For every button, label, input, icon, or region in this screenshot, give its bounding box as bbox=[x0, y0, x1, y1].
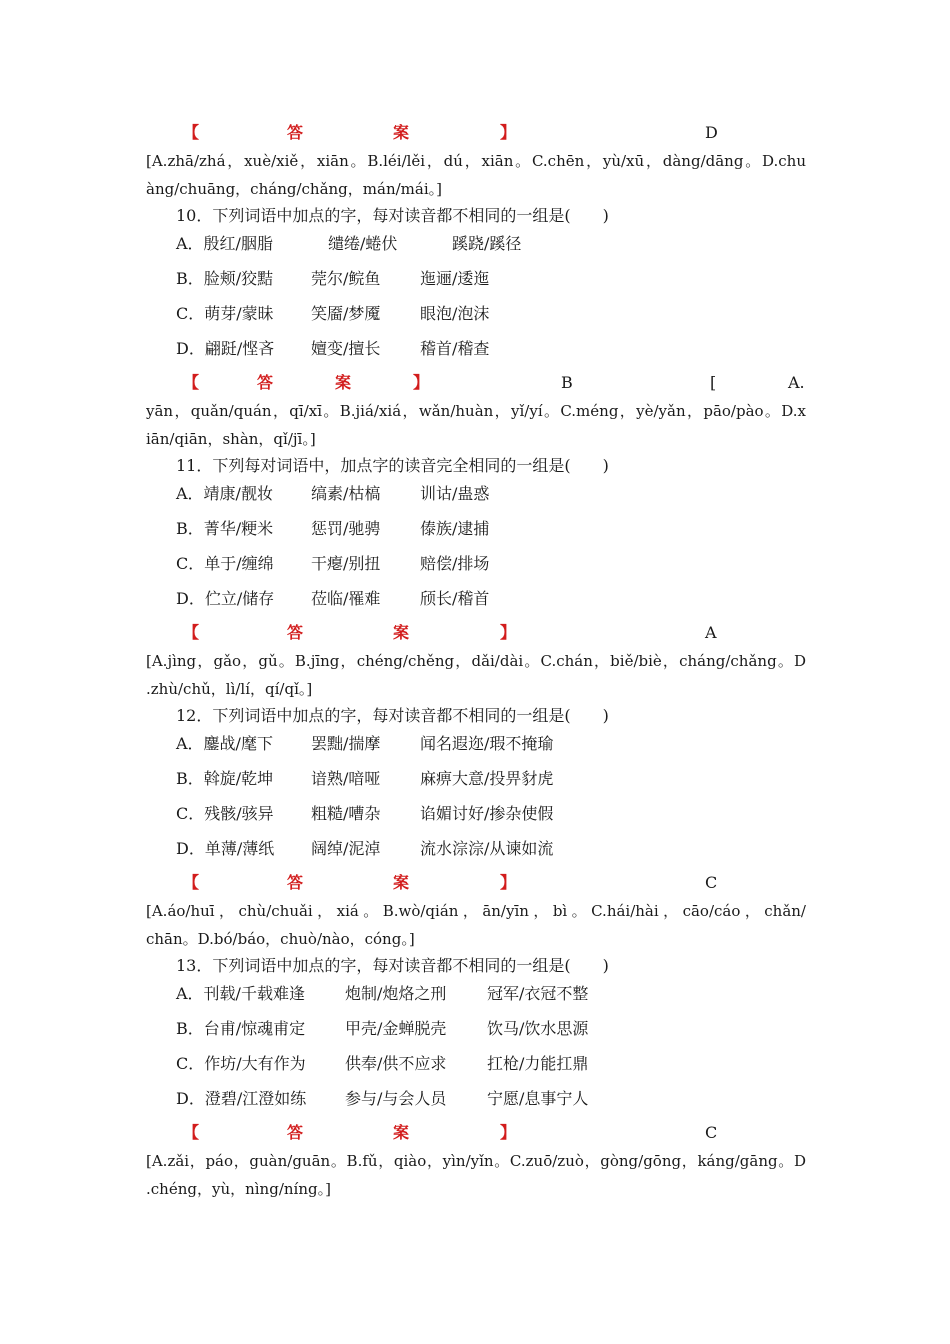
option-word: 谙熟/喑哑 bbox=[311, 769, 381, 788]
option-word: 莞尔/鲩鱼 bbox=[311, 269, 381, 288]
q11-explanation bbox=[146, 647, 806, 703]
option-word: 谄媚讨好/掺杂使假 bbox=[420, 804, 554, 823]
option-word: 干瘪/别扭 bbox=[311, 554, 381, 573]
option-word: 扛枪/力能扛鼎 bbox=[487, 1054, 589, 1073]
option-word: 缱绻/蜷伏 bbox=[328, 234, 398, 253]
option-word: 眼泡/泡沫 bbox=[420, 304, 490, 323]
option-word: 缟素/枯槁 bbox=[311, 484, 381, 503]
q12-option-c bbox=[176, 802, 816, 826]
option-word: C．作坊/大有作为 bbox=[176, 1054, 306, 1073]
q13-stem: 13．下列词语中加点的字，每对读音都不相同的一组是( ) bbox=[176, 956, 609, 975]
answer-label-char: 答 bbox=[287, 623, 304, 642]
option-word: 甲壳/金蝉脱壳 bbox=[345, 1019, 447, 1038]
option-word: 宁愿/息事宁人 bbox=[487, 1089, 589, 1108]
option-word: D．澄碧/江澄如练 bbox=[176, 1089, 307, 1108]
answer-bracket-open: 【 bbox=[183, 123, 200, 142]
q11-option-d bbox=[176, 587, 816, 611]
q12-option-b bbox=[176, 767, 816, 791]
explanation-line-start: A. bbox=[788, 373, 805, 392]
option-word: 参与/与会人员 bbox=[345, 1089, 447, 1108]
option-word: 傣族/逮捕 bbox=[420, 519, 490, 538]
option-word: B．台甫/惊魂甫定 bbox=[176, 1019, 306, 1038]
q10-stem: 10．下列词语中加点的字，每对读音都不相同的一组是( ) bbox=[176, 206, 609, 225]
q9-explanation bbox=[146, 147, 806, 203]
q11-option-c bbox=[176, 552, 816, 576]
answer-bracket-close: 】 bbox=[500, 123, 517, 142]
explanation-line: [A.jìng，gǎo，gǔ。B.jīng，chéng/chěng，dǎi/dài。C.chán，biě/biè，cháng/chǎng。D bbox=[146, 652, 806, 670]
option-word: 迤逦/逶迤 bbox=[420, 269, 490, 288]
option-word: 炮制/炮烙之刑 bbox=[345, 984, 447, 1003]
option-word: 稽首/稽查 bbox=[420, 339, 490, 358]
q12-answer-letter: C bbox=[705, 873, 718, 892]
answer-label-char: 答 bbox=[287, 1123, 304, 1142]
option-word: B．斡旋/乾坤 bbox=[176, 769, 274, 788]
q13-option-a bbox=[176, 982, 816, 1006]
option-word: 麻痹大意/投畀豺虎 bbox=[420, 769, 554, 788]
q13-option-b bbox=[176, 1017, 816, 1041]
answer-label-char: 案 bbox=[393, 1123, 410, 1142]
option-word: B．菁华/粳米 bbox=[176, 519, 274, 538]
option-word: C．残骸/骇异 bbox=[176, 804, 274, 823]
q10-answer-letter: B bbox=[561, 373, 573, 392]
option-word: A．刊载/千载难逢 bbox=[176, 984, 305, 1003]
q10-explanation bbox=[146, 397, 806, 453]
explanation-line: .zhù/chǔ，lì/lí，qí/qǐ。] bbox=[146, 680, 313, 698]
option-word: 训诂/蛊惑 bbox=[420, 484, 490, 503]
option-word: 惩罚/驰骋 bbox=[311, 519, 381, 538]
option-word: 笑靥/梦魇 bbox=[311, 304, 381, 323]
option-word: D．翩跹/悭吝 bbox=[176, 339, 275, 358]
option-word: A．鏖战/麾下 bbox=[176, 734, 273, 753]
explanation-line: [A.zhā/zhá，xuè/xiě，xiān。B.léi/lěi，dú，xiān。C.chēn，yù/xū，dàng/dāng。D.chu bbox=[146, 152, 806, 170]
option-word: 供奉/供不应求 bbox=[345, 1054, 447, 1073]
option-word: 粗糙/嘈杂 bbox=[311, 804, 381, 823]
answer-label-char: 案 bbox=[393, 123, 410, 142]
option-word: 冠军/衣冠不整 bbox=[487, 984, 589, 1003]
explanation-line: yān，quǎn/quán，qī/xī。B.jiá/xiá，wǎn/huàn，yǐ/yí。C.méng，yè/yǎn，pāo/pào。D.x bbox=[146, 402, 806, 420]
answer-label-char: 案 bbox=[393, 623, 410, 642]
q12-stem: 12．下列词语中加点的字，每对读音都不相同的一组是( ) bbox=[176, 706, 609, 725]
option-word: 阔绰/泥淖 bbox=[311, 839, 381, 858]
option-word: D．单薄/薄纸 bbox=[176, 839, 275, 858]
option-word: 赔偿/排场 bbox=[420, 554, 490, 573]
q13-option-c bbox=[176, 1052, 816, 1076]
answer-bracket-close: 】 bbox=[413, 373, 430, 392]
q12-answer-row bbox=[0, 871, 950, 895]
q11-answer-row bbox=[0, 621, 950, 645]
option-word: 饮马/饮水思源 bbox=[487, 1019, 589, 1038]
option-word: A．靖康/靓妆 bbox=[176, 484, 273, 503]
q11-stem: 11．下列每对词语中，加点字的读音完全相同的一组是( ) bbox=[176, 456, 609, 475]
answer-label-char: 答 bbox=[257, 373, 274, 392]
explanation-line: àng/chuāng，cháng/chǎng，mán/mái。] bbox=[146, 180, 442, 198]
option-word: 蹊跷/蹊径 bbox=[452, 234, 522, 253]
explanation-line: .chéng，yù，nìng/níng。] bbox=[146, 1180, 331, 1198]
q11-option-b bbox=[176, 517, 816, 541]
option-word: 嬗变/擅长 bbox=[311, 339, 381, 358]
q9-answer-letter: D bbox=[705, 123, 718, 142]
option-word: 闻名遐迩/瑕不掩瑜 bbox=[420, 734, 554, 753]
answer-bracket-open: 【 bbox=[183, 373, 200, 392]
q13-answer-letter: C bbox=[705, 1123, 718, 1142]
q13-explanation bbox=[146, 1147, 806, 1203]
option-word: 颀长/稽首 bbox=[420, 589, 490, 608]
option-word: 流水淙淙/从谏如流 bbox=[420, 839, 554, 858]
option-word: C．萌芽/蒙昧 bbox=[176, 304, 274, 323]
answer-label-char: 答 bbox=[287, 873, 304, 892]
answer-bracket-open: 【 bbox=[183, 623, 200, 642]
q10-answer-row bbox=[0, 371, 950, 395]
q13-option-d bbox=[176, 1087, 816, 1111]
option-word: 莅临/罹难 bbox=[311, 589, 381, 608]
answer-bracket-close: 】 bbox=[500, 873, 517, 892]
explanation-line: iān/qiān，shàn，qǐ/jī。] bbox=[146, 430, 316, 448]
q12-option-d bbox=[176, 837, 816, 861]
answer-label-char: 案 bbox=[393, 873, 410, 892]
q11-answer-letter: A bbox=[705, 623, 717, 642]
q10-option-d bbox=[176, 337, 816, 361]
answer-bracket-open: 【 bbox=[183, 873, 200, 892]
explanation-line: [A.áo/huī，chù/chuǎi，xiá。B.wò/qián，ān/yīn，bì。C.hái/hài，cāo/cáo，chǎn/ bbox=[146, 902, 806, 920]
answer-label-char: 答 bbox=[287, 123, 304, 142]
q10-option-a bbox=[176, 232, 816, 256]
q13-answer-row bbox=[0, 1121, 950, 1145]
q9-answer-row bbox=[0, 121, 950, 145]
explanation-open-bracket: [ bbox=[710, 373, 717, 392]
option-word: 罢黜/揣摩 bbox=[311, 734, 381, 753]
q12-explanation bbox=[146, 897, 806, 953]
answer-bracket-close: 】 bbox=[500, 623, 517, 642]
q11-option-a bbox=[176, 482, 816, 506]
q12-option-a bbox=[176, 732, 816, 756]
answer-bracket-close: 】 bbox=[500, 1123, 517, 1142]
q10-option-b bbox=[176, 267, 816, 291]
option-word: B．脸颊/狡黠 bbox=[176, 269, 274, 288]
explanation-line: [A.zǎi，páo，guàn/guān。B.fǔ，qiào，yìn/yǐn。C.zuō/zuò，gòng/gōng，káng/gāng。D bbox=[146, 1152, 806, 1170]
answer-label-char: 案 bbox=[335, 373, 352, 392]
option-word: C．单于/缠绵 bbox=[176, 554, 274, 573]
explanation-line: chān。D.bó/báo，chuò/nào，cóng。] bbox=[146, 930, 415, 948]
answer-bracket-open: 【 bbox=[183, 1123, 200, 1142]
option-word: A．殷红/胭脂 bbox=[176, 234, 273, 253]
option-word: D．伫立/储存 bbox=[176, 589, 275, 608]
q10-option-c bbox=[176, 302, 816, 326]
